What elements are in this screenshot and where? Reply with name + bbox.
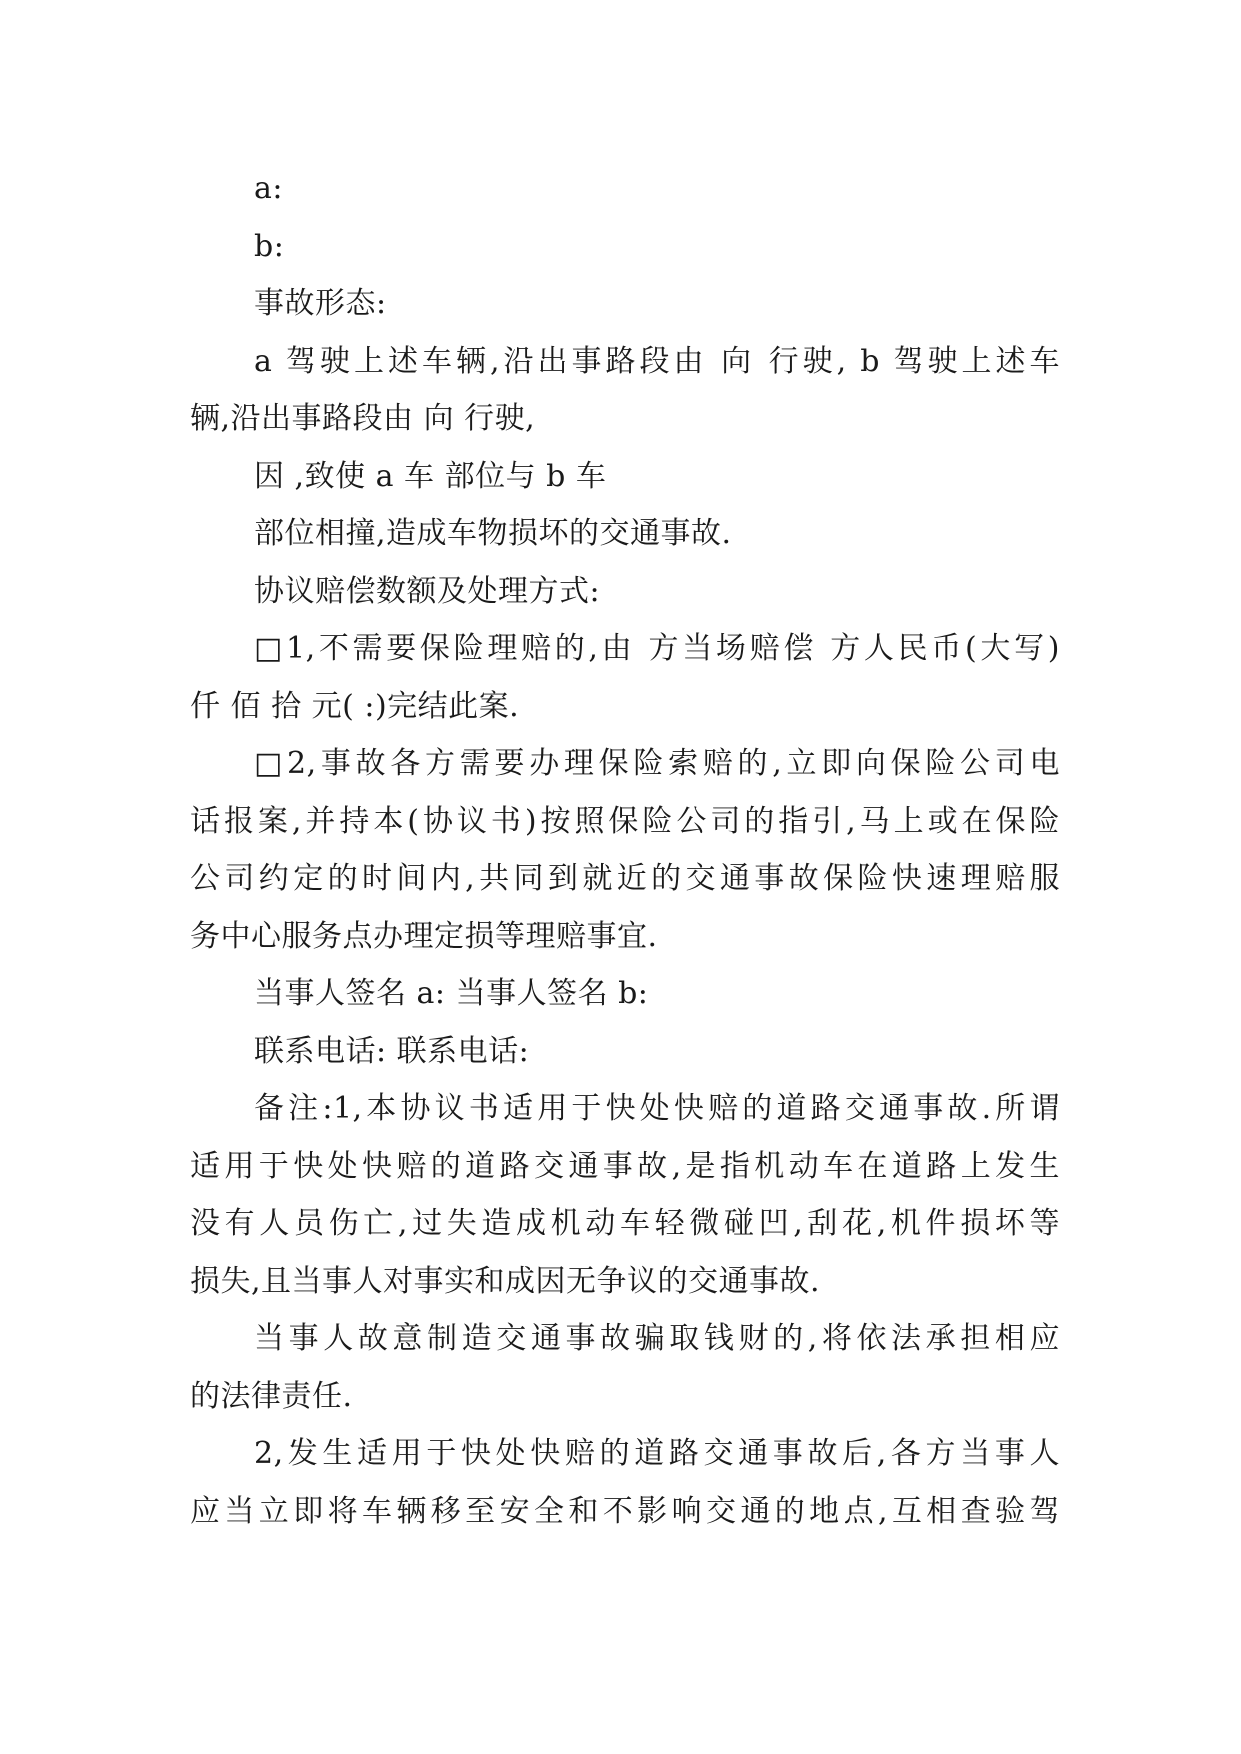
- remark-line: 损失,且当事人对事实和成因无争议的交通事故.: [190, 1263, 821, 1299]
- option-1-line: □1,不需要保险理赔的,由 方当场赔偿 方人民币(大写): [254, 631, 1060, 666]
- option-2-line: □2,事故各方需要办理保险索赔的,立即向保险公司电: [254, 746, 1060, 781]
- remark-line: 备注:1,本协议书适用于快处快赔的道路交通事故.所谓: [254, 1091, 1060, 1126]
- remark-2-line: 2,发生适用于快处快赔的道路交通事故后,各方当事人: [254, 1436, 1060, 1471]
- phone-line: 联系电话: 联系电话:: [254, 1033, 530, 1069]
- remark-2-line: 应当立即将车辆移至安全和不影响交通的地点,互相查验驾: [190, 1493, 1060, 1529]
- accident-description-line: a 驾驶上述车辆,沿出事路段由 向 行驶, b 驾驶上述车: [254, 343, 1060, 379]
- document-body: [190, 160, 1060, 1540]
- option-2-line: 话报案,并持本(协议书)按照保险公司的指引,马上或在保险: [190, 803, 1060, 839]
- accident-description-line: 辆,沿出事路段由 向 行驶,: [190, 401, 536, 436]
- party-a-line: a:: [254, 171, 283, 206]
- accident-description-line: 因 ,致使 a 车 部位与 b 车: [254, 458, 607, 494]
- remark-line: 没有人员伤亡,过失造成机动车轻微碰凹,刮花,机件损坏等: [190, 1206, 1060, 1241]
- liability-line: 的法律责任.: [190, 1378, 353, 1414]
- option-1-line: 仟 佰 拾 元( :)完结此案.: [190, 688, 520, 724]
- signature-line: 当事人签名 a: 当事人签名 b:: [254, 976, 649, 1011]
- compensation-heading: 协议赔偿数额及处理方式:: [254, 573, 601, 609]
- accident-form-heading: 事故形态:: [254, 286, 387, 321]
- accident-description-line: 部位相撞,造成车物损坏的交通事故.: [254, 516, 732, 551]
- party-b-line: b:: [254, 228, 285, 264]
- option-2-line: 务中心服务点办理定损等理赔事宜.: [190, 918, 658, 954]
- option-2-line: 公司约定的时间内,共同到就近的交通事故保险快速理赔服: [190, 861, 1060, 896]
- remark-line: 适用于快处快赔的道路交通事故,是指机动车在道路上发生: [190, 1148, 1060, 1184]
- liability-line: 当事人故意制造交通事故骗取钱财的,将依法承担相应: [254, 1321, 1060, 1356]
